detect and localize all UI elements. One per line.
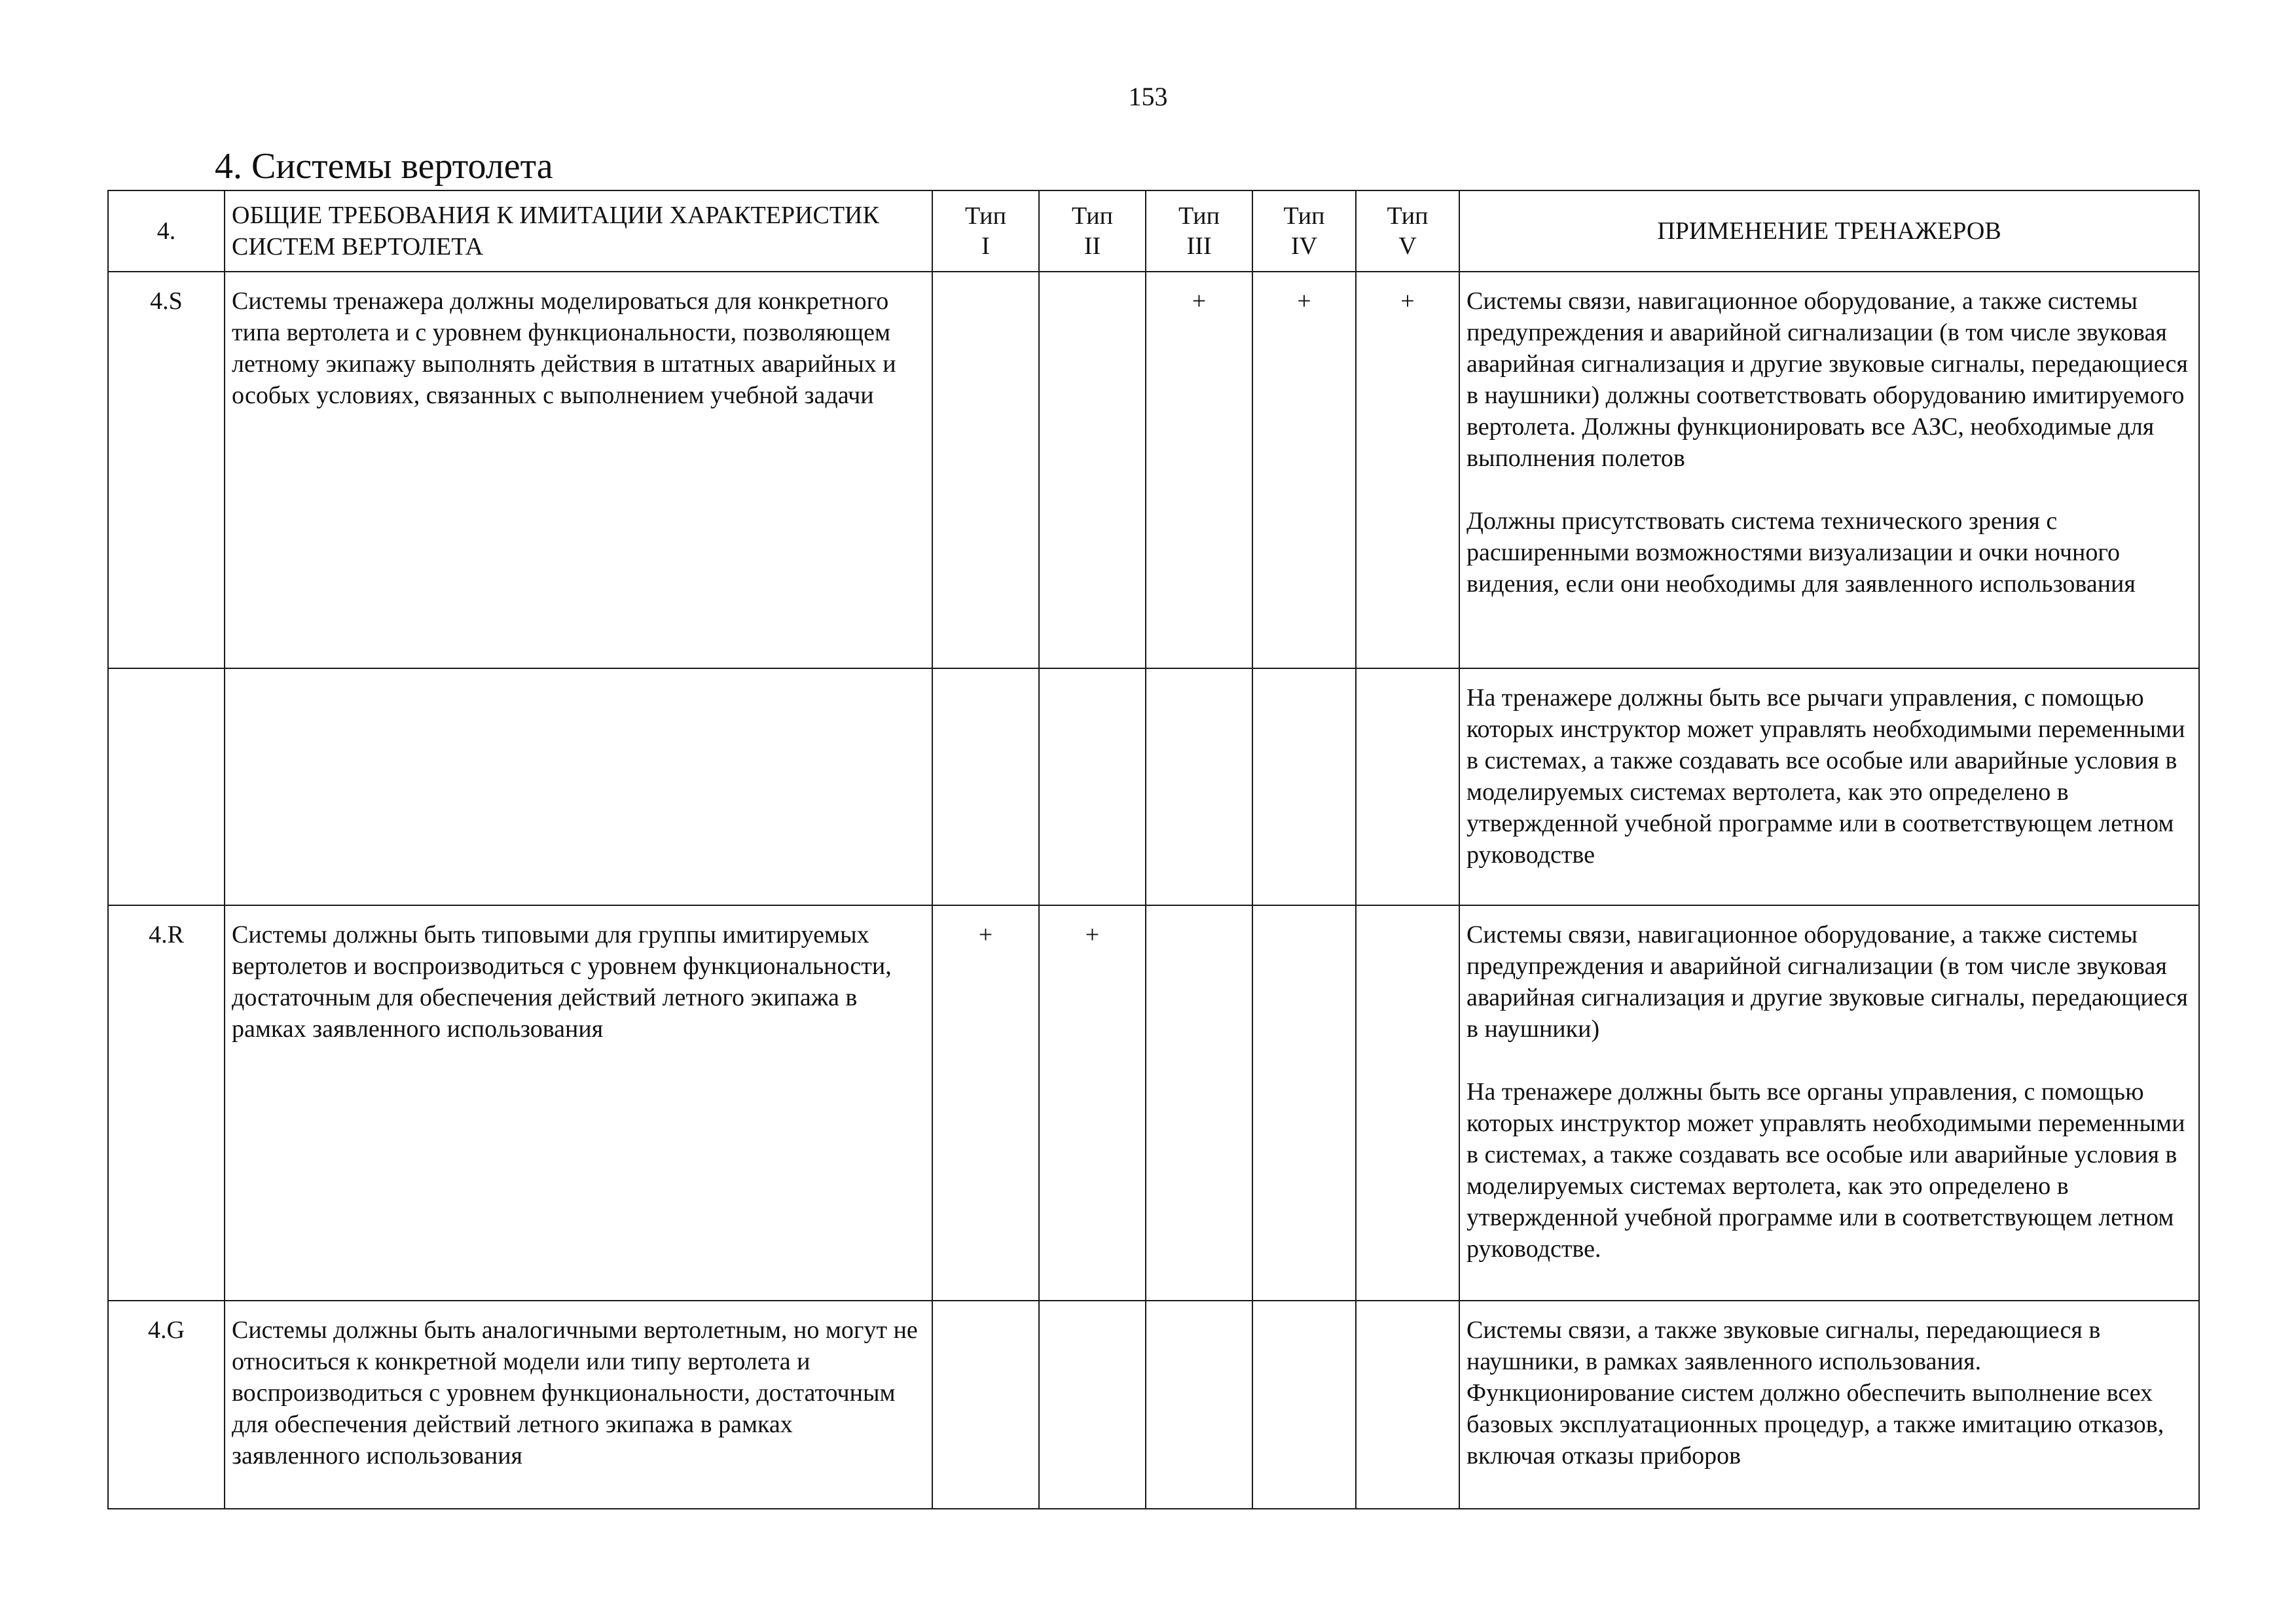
type-mark: +: [1252, 272, 1356, 668]
application-paragraph: Системы связи, навигационное оборудование, а также системы предупреждения и аварийной сигнализации (в том числе звуковая аварийная сигнализация и другие звуковые сигналы, передающиеся в наушники) должны соответствовать оборудованию имитируемого вертолета. Должны функционировать все АЗС, необходимые для выполнения полетов: [1467, 287, 2188, 472]
header-type-5: [1356, 190, 1459, 272]
application-paragraph: Системы связи, а также звуковые сигналы, передающиеся в наушники, в рамках заявленного использования. Функционирование систем должно обеспечить выполнение всех базовых эксплуатационных процедур, а также имитацию отказов, включая отказы приборов: [1467, 1316, 2164, 1470]
row-code: 4.R: [108, 905, 225, 1301]
row-application: [1459, 1301, 2199, 1509]
header-application: ПРИМЕНЕНИЕ ТРЕНАЖЕРОВ: [1459, 190, 2199, 272]
type-mark: [1146, 1301, 1252, 1509]
type-mark: [1252, 668, 1356, 905]
type-mark: [932, 1301, 1039, 1509]
type-mark: [932, 272, 1039, 668]
header-type-word: Тип: [1387, 202, 1429, 230]
header-type-word: Тип: [1178, 202, 1220, 230]
table-row: [108, 1301, 2199, 1509]
type-mark: [1356, 1301, 1459, 1509]
header-type-numeral: II: [1084, 232, 1101, 260]
header-type-3: [1146, 190, 1252, 272]
application-paragraph: Должны присутствовать система технического зрения с расширенными возможностями визуализации и очки ночного видения, если они необходимы для заявленного использования: [1467, 507, 2136, 598]
type-mark: [1039, 272, 1146, 668]
application-paragraph: На тренажере должны быть все рычаги управления, с помощью которых инструктор может управлять необходимыми переменными в системах, а также создавать все особые или аварийные условия в моделируемых системах вертолета, как это определено в утвержденной учебной программе или в соответствующем летном руководстве: [1467, 684, 2185, 869]
type-mark: [1039, 1301, 1146, 1509]
header-requirements: ОБЩИЕ ТРЕБОВАНИЯ К ИМИТАЦИИ ХАРАКТЕРИСТИК СИСТЕМ ВЕРТОЛЕТА: [225, 190, 932, 272]
application-paragraph: На тренажере должны быть все органы управления, с помощью которых инструктор может управлять необходимыми переменными в системах, а также создавать все особые или аварийные условия в моделируемых системах вертолета, как это определено в утвержденной учебной программе или в соответствующем летном руководстве.: [1467, 1078, 2185, 1263]
header-type-4: [1252, 190, 1356, 272]
table-row: [108, 905, 2199, 1301]
type-mark: [1356, 668, 1459, 905]
row-requirement: Системы тренажера должны моделироваться для конкретного типа вертолета и с уровнем функциональности, позволяющем летному экипажу выполнять действия в штатных аварийных и особых условиях, связанных с выполнением учебной задачи: [225, 272, 932, 668]
table-header-row: [108, 190, 2199, 272]
type-mark: [1356, 905, 1459, 1301]
type-mark: +: [932, 905, 1039, 1301]
header-type-numeral: V: [1398, 232, 1417, 260]
row-code: [108, 668, 225, 905]
row-requirement: [225, 668, 932, 905]
type-mark: [932, 668, 1039, 905]
header-type-word: Тип: [965, 202, 1006, 230]
type-mark: [1252, 905, 1356, 1301]
type-mark: [1039, 668, 1146, 905]
header-type-numeral: I: [981, 232, 990, 260]
page-number: 153: [1128, 82, 1168, 111]
row-application: [1459, 668, 2199, 905]
type-mark: [1146, 668, 1252, 905]
header-type-word: Тип: [1283, 202, 1325, 230]
header-type-1: [932, 190, 1039, 272]
table-row: [108, 272, 2199, 668]
type-mark: [1252, 1301, 1356, 1509]
systems-table: [107, 190, 2200, 1509]
row-application: [1459, 272, 2199, 668]
type-mark: [1146, 905, 1252, 1301]
header-type-numeral: IV: [1290, 232, 1318, 260]
row-code: 4.S: [108, 272, 225, 668]
type-mark: +: [1039, 905, 1146, 1301]
row-requirement: Системы должны быть типовыми для группы имитируемых вертолетов и воспроизводиться с уровнем функциональности, достаточным для обеспечения действий летного экипажа в рамках заявленного использования: [225, 905, 932, 1301]
application-paragraph: Системы связи, навигационное оборудование, а также системы предупреждения и аварийной сигнализации (в том числе звуковая аварийная сигнализация и другие звуковые сигналы, передающиеся в наушники): [1467, 921, 2188, 1043]
section-title: 4. Системы вертолета: [215, 146, 553, 187]
table-row: [108, 668, 2199, 905]
type-mark: +: [1356, 272, 1459, 668]
header-type-word: Тип: [1072, 202, 1113, 230]
row-application: [1459, 905, 2199, 1301]
header-code: 4.: [108, 190, 225, 272]
row-requirement: Системы должны быть аналогичными вертолетным, но могут не относиться к конкретной модели или типу вертолета и воспроизводиться с уровнем функциональности, достаточным для обеспечения действий летного экипажа в рамках заявленного использования: [225, 1301, 932, 1509]
header-type-numeral: III: [1186, 232, 1212, 260]
header-type-2: [1039, 190, 1146, 272]
row-code: 4.G: [108, 1301, 225, 1509]
type-mark: +: [1146, 272, 1252, 668]
